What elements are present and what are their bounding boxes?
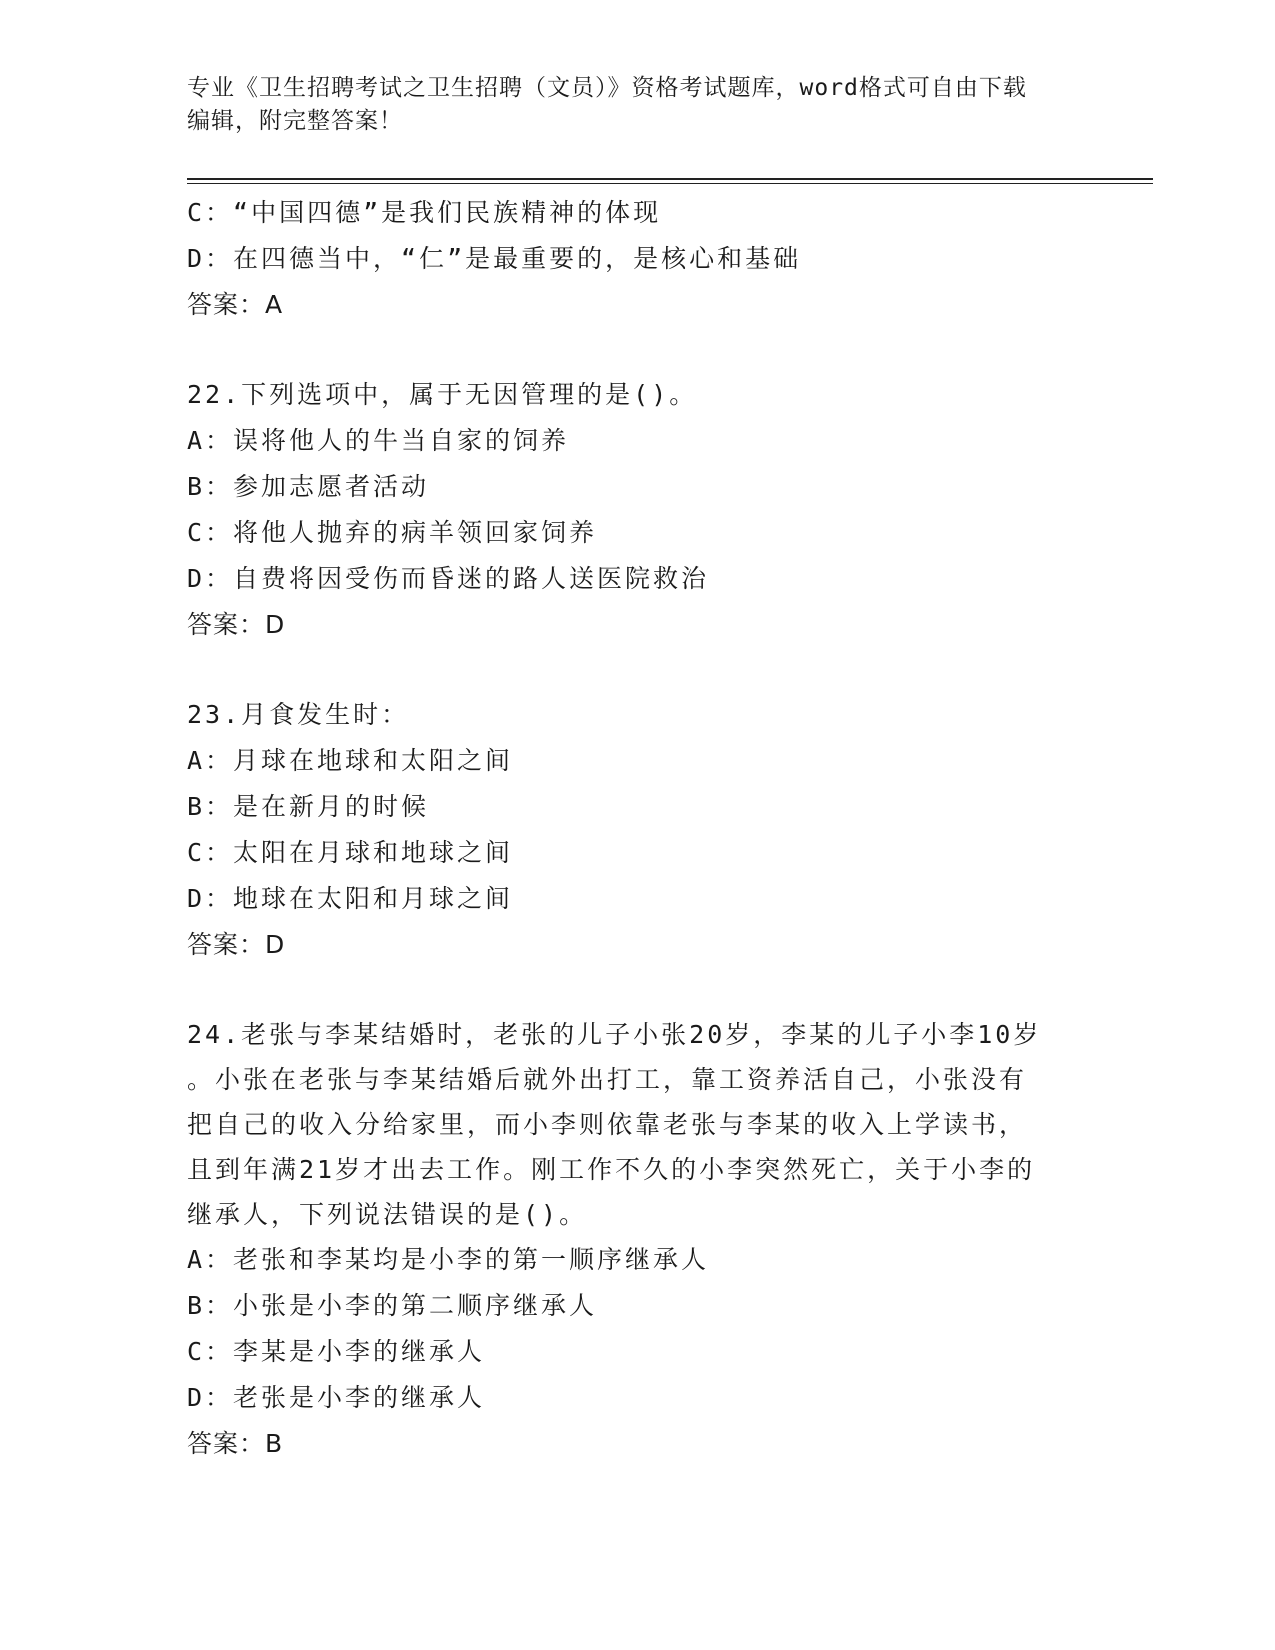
option-c: C：将他人抛弃的病羊领回家饲养	[187, 518, 598, 547]
header-divider-thick	[187, 178, 1153, 180]
answer-line: 答案：B	[187, 1429, 284, 1458]
question-22	[187, 372, 1087, 648]
question-stem-line: 把自己的收入分给家里，而小李则依靠老张与李某的收入上学读书，	[187, 1110, 1028, 1139]
header-title-line-1: 专业《卫生招聘考试之卫生招聘（文员）》资格考试题库，word格式可自由下载	[187, 75, 1027, 101]
question-spacer	[187, 968, 1087, 1012]
option-a: A：老张和李某均是小李的第一顺序继承人	[187, 1245, 710, 1274]
question-stem-line: 继承人，下列说法错误的是()。	[187, 1200, 588, 1229]
header-divider-thin	[187, 183, 1153, 184]
question-stem-line: 且到年满21岁才出去工作。刚工作不久的小李突然死亡，关于小李的	[187, 1155, 1036, 1184]
option-a: A：误将他人的牛当自家的饲养	[187, 426, 570, 455]
option-d: D：自费将因受伤而昏迷的路人送医院救治	[187, 564, 710, 593]
document-header	[187, 72, 1067, 138]
question-stem: 22.下列选项中，属于无因管理的是()。	[187, 380, 698, 409]
question-list	[187, 190, 1087, 1467]
question-stem-line: 24.老张与李某结婚时，老张的儿子小张20岁，李某的儿子小李10岁	[187, 1020, 1042, 1049]
option-d: D：在四德当中，“仁”是最重要的，是核心和基础	[187, 244, 802, 273]
option-a: A：月球在地球和太阳之间	[187, 746, 514, 775]
question-spacer	[187, 328, 1087, 372]
option-b: B：参加志愿者活动	[187, 472, 430, 501]
answer-line: 答案：D	[187, 930, 286, 959]
question-21-tail	[187, 190, 1087, 328]
option-c: C：李某是小李的继承人	[187, 1337, 486, 1366]
question-stem	[187, 1012, 1087, 1237]
question-spacer	[187, 648, 1087, 692]
question-23	[187, 692, 1087, 968]
option-c: C：太阳在月球和地球之间	[187, 838, 514, 867]
option-d: D：老张是小李的继承人	[187, 1383, 486, 1412]
question-stem-line: 。小张在老张与李某结婚后就外出打工，靠工资养活自己，小张没有	[187, 1065, 1028, 1094]
question-stem: 23.月食发生时：	[187, 700, 410, 729]
header-title-line-2: 编辑，附完整答案！	[187, 108, 403, 134]
answer-line: 答案：A	[187, 290, 284, 319]
answer-line: 答案：D	[187, 610, 286, 639]
option-c: C：“中国四德”是我们民族精神的体现	[187, 198, 662, 227]
option-b: B：是在新月的时候	[187, 792, 430, 821]
question-24	[187, 1012, 1087, 1467]
option-d: D：地球在太阳和月球之间	[187, 884, 514, 913]
option-b: B：小张是小李的第二顺序继承人	[187, 1291, 598, 1320]
